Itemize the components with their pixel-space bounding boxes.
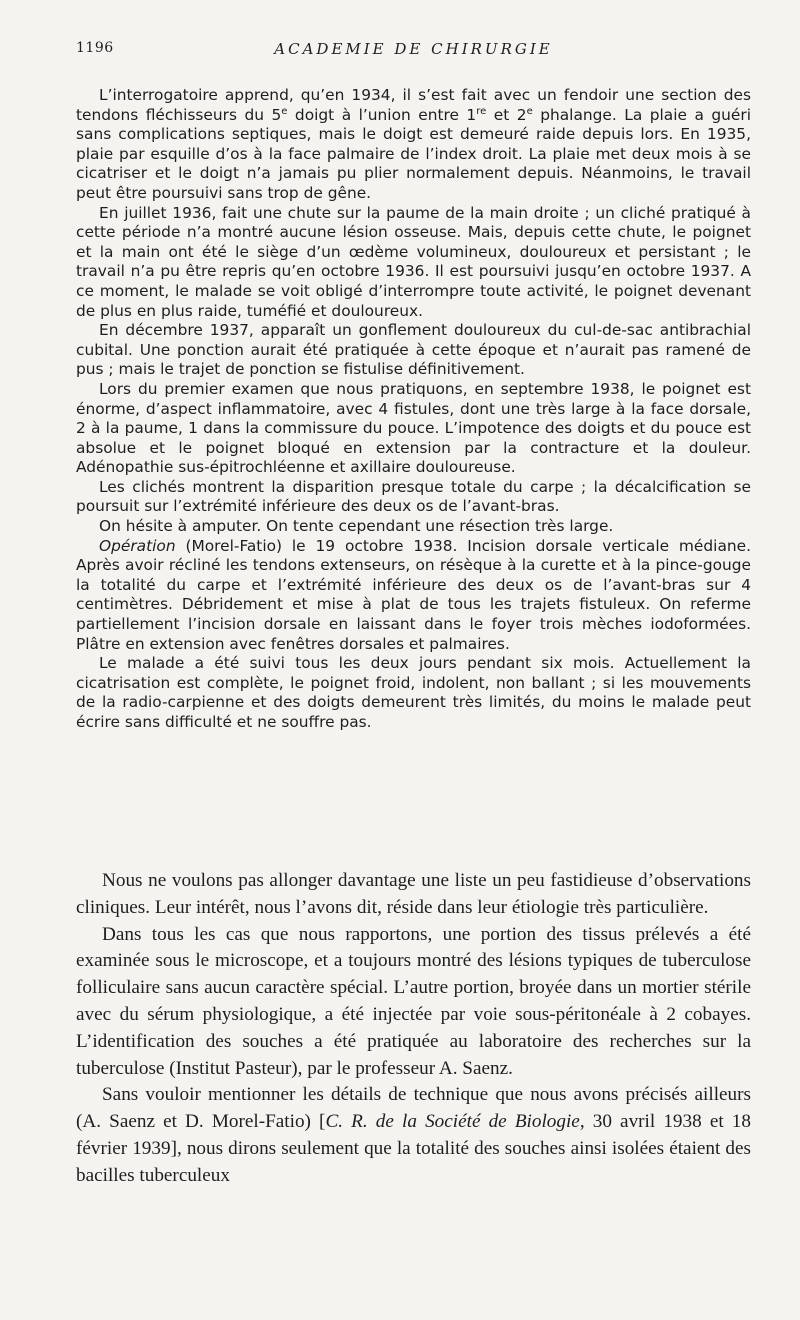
discussion-section <box>76 868 751 1190</box>
operation-label: Opération <box>99 536 176 555</box>
page-header <box>76 40 751 64</box>
observation-paragraph-follow-up: Le malade a été suivi tous les deux jours pendant six mois. Actuellement la cicatrisation est complète, le poignet froid, indolent, non ballant ; si les mouvements de la radio-carpienne et des doigts demeurent très limités, du moins le malade peut écrire sans difficulté et ne souffre pas. <box>76 654 751 731</box>
observation-paragraph-fall: En juillet 1936, fait une chute sur la paume de la main droite ; un cliché pratiqué à cette période n’a montré aucune lésion osseuse. Mais, depuis cette chute, le poignet et la main ont été le siège d’un œdème volumineux, douloureux et persistant ; le travail n’a pu être repris qu’en octobre 1936. Il est poursuivi jusqu’en octobre 1937. A ce moment, le malade se voit obligé d’interrompre toute activité, le poignet devenant de plus en plus raide, tuméfié et douloureux. <box>76 203 751 320</box>
observation-paragraph-operation: Opération (Morel-Fatio) le 19 octobre 1938. Incision dorsale verticale médiane. Après avoir récliné les tendons extenseurs, on résèque à la curette et à la pince-gouge la totalité du carpe et l’extrémité inférieure des deux os de l’avant-bras sur 4 centimètres. Débridement et mise à plat de tous les trajets fistuleux. On referme partiellement l’incision dorsale en laissant dans le foyer trois mèches iodoformées. Plâtre en extension avec fenêtres dorsales et palmaires. <box>76 536 751 653</box>
observation-paragraph-examination: Lors du premier examen que nous pratiquons, en septembre 1938, le poignet est énorme, d’aspect inflammatoire, avec 4 fistules, dont une très large à la face dorsale, 2 à la paume, 1 dans la commissure du pouce. L’impotence des doigts et du pouce est absolue et le poignet bloqué en extension par la contracture et la douleur. Adénopathie sus-épitrochléenne et axillaire douloureuse. <box>76 379 751 477</box>
discussion-paragraph-method: Dans tous les cas que nous rapportons, une portion des tissus prélevés a été examinée sous le microscope, et a toujours montré des lésions typiques de tuberculose folliculaire sans aucun caractère spécial. L’autre portion, broyée dans un mortier stérile avec du sérum physiologique, a été injectée par voie sous-péritonéale à 2 cobayes. L’identification des souches a été pratiquée au laboratoire des recherches sur la tuberculose (Institut Pasteur), par le professeur A. Saenz. <box>76 923 751 1079</box>
journal-reference: C. R. de la Société de Biologie <box>325 1111 580 1133</box>
clinical-observation <box>76 86 751 733</box>
observation-paragraph-swelling: En décembre 1937, apparaît un gonflement douloureux du cul-de-sac antibrachial cubital. Une ponction aurait été pratiquée à cette époque et n’aurait pas ramené de pus ; mais le trajet de ponction se fistulise définitivement. <box>76 321 751 379</box>
running-head: ACADEMIE DE CHIRURGIE <box>274 40 553 58</box>
page-number: 1196 <box>76 40 114 56</box>
observation-paragraph-history: L’interrogatoire apprend, qu’en 1934, il s’est fait avec un fendoir une section des tendons fléchisseurs du 5e doigt à l’union entre 1re et 2e phalange. La plaie a guéri sans complications septiques, mais le doigt est demeuré raide depuis lors. En 1935, plaie par esquille d’os à la face palmaire de l’index droit. La plaie met deux mois à se cicatriser et le doigt n’a jamais pu plier normalement depuis. Néanmoins, le travail peut être poursuivi sans trop de gêne. <box>76 86 751 202</box>
observation-paragraph-amputation: On hésite à amputer. On tente cependant une résection très large. <box>99 517 614 536</box>
discussion-paragraph-intro: Nous ne voulons pas allonger davantage une liste un peu fastidieuse d’observations cliniques. Leur intérêt, nous l’avons dit, réside dans leur étiologie très particulière. <box>76 870 751 918</box>
observation-paragraph-xrays: Les clichés montrent la disparition presque totale du carpe ; la décalcification se poursuit sur l’extrémité inférieure des deux os de l’avant-bras. <box>76 477 751 516</box>
discussion-paragraph-technique: Sans vouloir mentionner les détails de technique que nous avons précisés ailleurs (A. Saenz et D. Morel-Fatio) [C. R. de la Société de Biologie, 30 avril 1938 et 18 février 1939], nous dirons seulement que la totalité des souches ainsi isolées étaient des bacilles tuberculeux <box>76 1084 751 1186</box>
